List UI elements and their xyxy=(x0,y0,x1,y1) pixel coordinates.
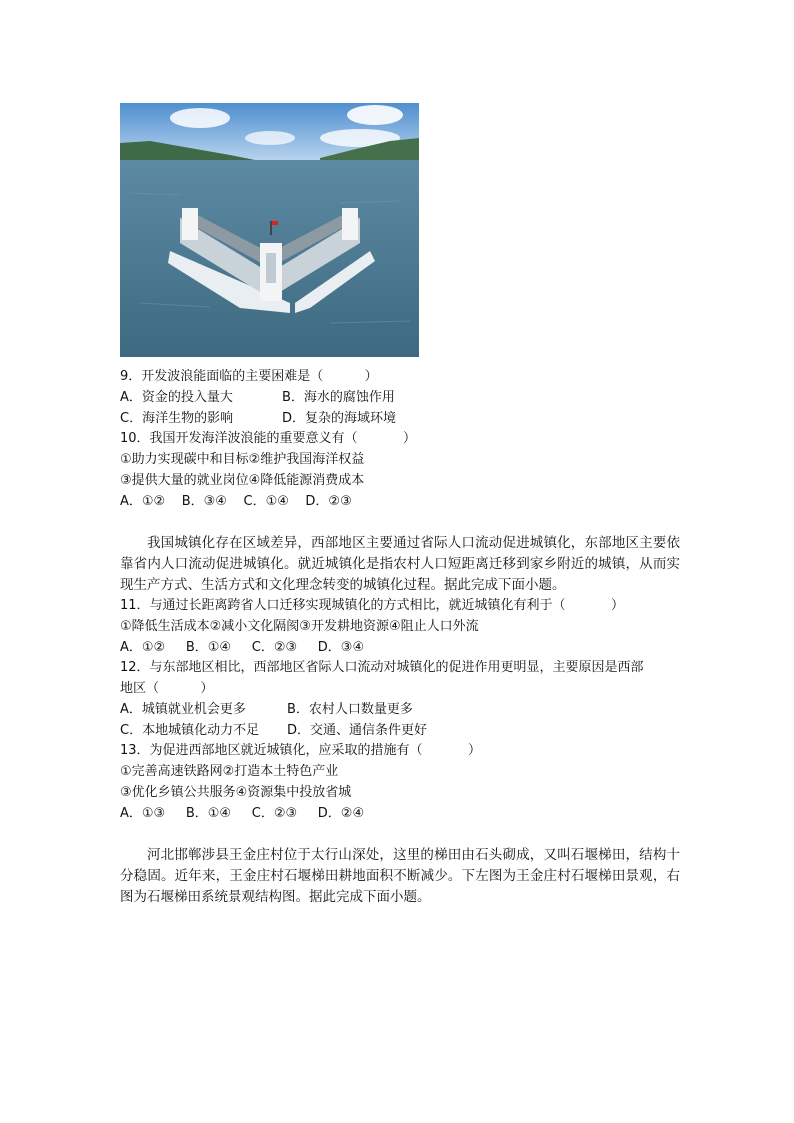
q13-options: A．①③ B．①④ C．②③ D．②④ xyxy=(120,806,365,821)
q10-stem: 10．我国开发海洋波浪能的重要意义有（ ） xyxy=(120,431,416,446)
q9-option-c: C．海洋生物的影响 xyxy=(120,411,234,426)
q12-option-c: C．本地城镇化动力不足 xyxy=(120,723,260,738)
q12-option-a: A．城镇就业机会更多 xyxy=(120,702,246,717)
q13-stem: 13．为促进西部地区就近城镇化，应采取的措施有（ ） xyxy=(120,743,481,758)
q9-stem: 9．开发波浪能面临的主要困难是（ ） xyxy=(120,369,378,384)
passage-urbanization: 我国城镇化存在区域差异，西部地区主要通过省际人口流动促进城镇化，东部地区主要依靠省内人口流动促进城镇化。就近城镇化是指农村人口短距离迁移到家乡附近的城镇，从而实现生产方式、生活方式和文化理念转变的城镇化过程。据此完成下面小题。 xyxy=(120,535,680,593)
q11-statement-1: ①降低生活成本②减小文化隔阂③开发耕地资源④阻止人口外流 xyxy=(120,619,479,634)
q11-options: A．①② B．①④ C．②③ D．③④ xyxy=(120,640,365,655)
passage-terraces: 河北邯郸涉县王金庄村位于太行山深处，这里的梯田由石头砌成，又叫石堰梯田，结构十分稳固。近年来，王金庄村石堰梯田耕地面积不断减少。下左图为王金庄村石堰梯田景观，右图为石堰梯田系统景观结构图。据此完成下面小题。 xyxy=(120,847,680,905)
q9-option-a: A．资金的投入量大 xyxy=(120,390,233,405)
wave-energy-platform-photo xyxy=(120,103,419,357)
q9-option-b: B．海水的腐蚀作用 xyxy=(282,390,395,405)
q12-option-d: D．交通、通信条件更好 xyxy=(287,723,428,738)
q12-stem-line1: 12．与东部地区相比，西部地区省际人口流动对城镇化的促进作用更明显，主要原因是西部 xyxy=(120,660,644,675)
q11-stem: 11．与通过长距离跨省人口迁移实现城镇化的方式相比，就近城镇化有利于（ ） xyxy=(120,598,624,613)
q9-option-d: D．复杂的海域环境 xyxy=(282,411,397,426)
q10-statement-2: ③提供大量的就业岗位④降低能源消费成本 xyxy=(120,473,365,488)
q10-statement-1: ①助力实现碳中和目标②维护我国海洋权益 xyxy=(120,452,365,467)
q12-option-b: B．农村人口数量更多 xyxy=(287,702,413,717)
q10-options: A．①② B．③④ C．①④ D．②③ xyxy=(120,494,352,509)
q13-statement-1: ①完善高速铁路网②打造本土特色产业 xyxy=(120,764,339,779)
q12-stem-line2: 地区（ ） xyxy=(120,681,214,696)
q13-statement-2: ③优化乡镇公共服务④资源集中投放省城 xyxy=(120,785,352,800)
